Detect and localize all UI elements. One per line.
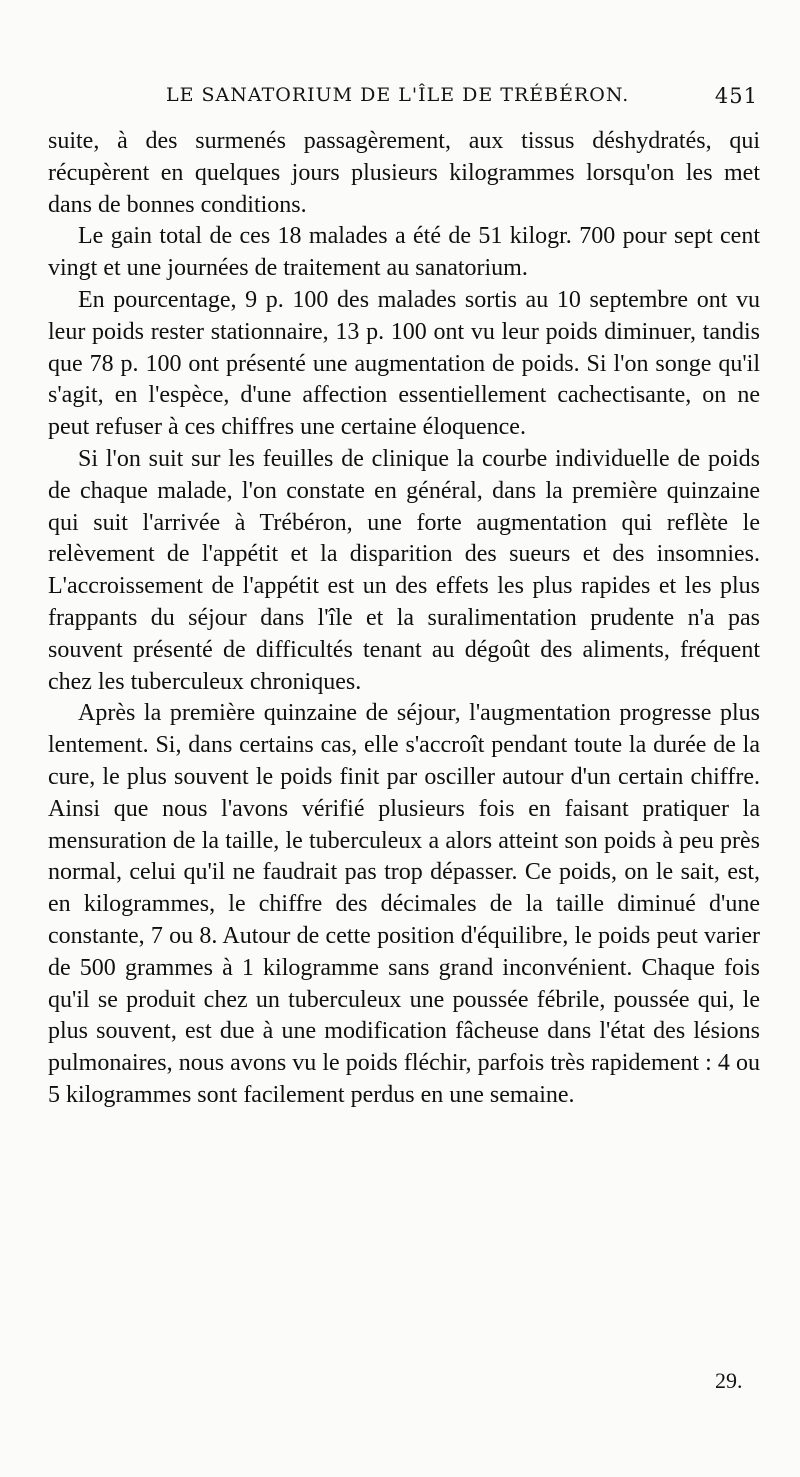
paragraph-weight-curve: Si l'on suit sur les feuilles de clinique la courbe individuelle de poids de chaque malade, l'on constate en général, dans la première quinzaine qui suit l'arrivée à Trébéron, une forte augmentation qui reflète le relèvement de l'appétit et la disparition des sueurs et des insomnies. L'accroissement de l'appétit est un des effets les plus rapides et les plus frappants du séjour dans l'île et la suralimentation prudente n'a pas souvent présenté de difficultés tenant au dégoût des aliments, fréquent chez les tuberculeux chroniques. [48,445,760,695]
running-head-title: LE SANATORIUM DE L'ÎLE DE TRÉBÉRON. [166,84,630,106]
paragraph-percentages: En pourcentage, 9 p. 100 des malades sortis au 10 septembre ont vu leur poids rester stationnaire, 13 p. 100 ont vu leur poids diminuer, tandis que 78 p. 100 ont présenté une augmentation de poids. Si l'on songe qu'il s'agit, en l'espèce, d'une affection essentiellement cachectisante, on ne peut refuser à ces chiffres une certaine éloquence. [48,286,760,441]
paragraph-weight-gain-total: Le gain total de ces 18 malades a été de 51 kilogr. 700 pour sept cent vingt et une journées de traitement au sanatorium. [48,223,760,282]
signature-mark: 29. [715,1368,743,1393]
running-head [48,84,760,114]
paragraph-after-first-fortnight: Après la première quinzaine de séjour, l'augmentation progresse plus lentement. Si, dans certains cas, elle s'accroît pendant toute la durée de la cure, le plus souvent le poids finit par osciller autour d'un certain chiffre. Ainsi que nous l'avons vérifié plusieurs fois en faisant pratiquer la mensuration de la taille, le tuberculeux a alors atteint son poids à peu près normal, celui qu'il ne faudrait pas trop dépasser. Ce poids, on le sait, est, en kilogrammes, le chiffre des décimales de la taille diminué d'une constante, 7 ou 8. Autour de cette position d'équilibre, le poids peut varier de 500 grammes à 1 kilogramme sans grand inconvénient. Chaque fois qu'il se produit chez un tuberculeux une poussée fébrile, poussée qui, le plus souvent, est due à une modification fâcheuse dans l'état des lésions pulmonaires, nous avons vu le poids fléchir, parfois très rapidement : 4 ou 5 kilogrammes sont facilement perdus en une semaine. [48,700,760,1108]
body-text [48,126,760,1112]
page-number: 451 [714,84,758,108]
paragraph-continued: suite, à des surmenés passagèrement, aux tissus déshydratés, qui récupèrent en quelques jours plusieurs kilogrammes lorsqu'on les met dans de bonnes conditions. [48,128,760,218]
